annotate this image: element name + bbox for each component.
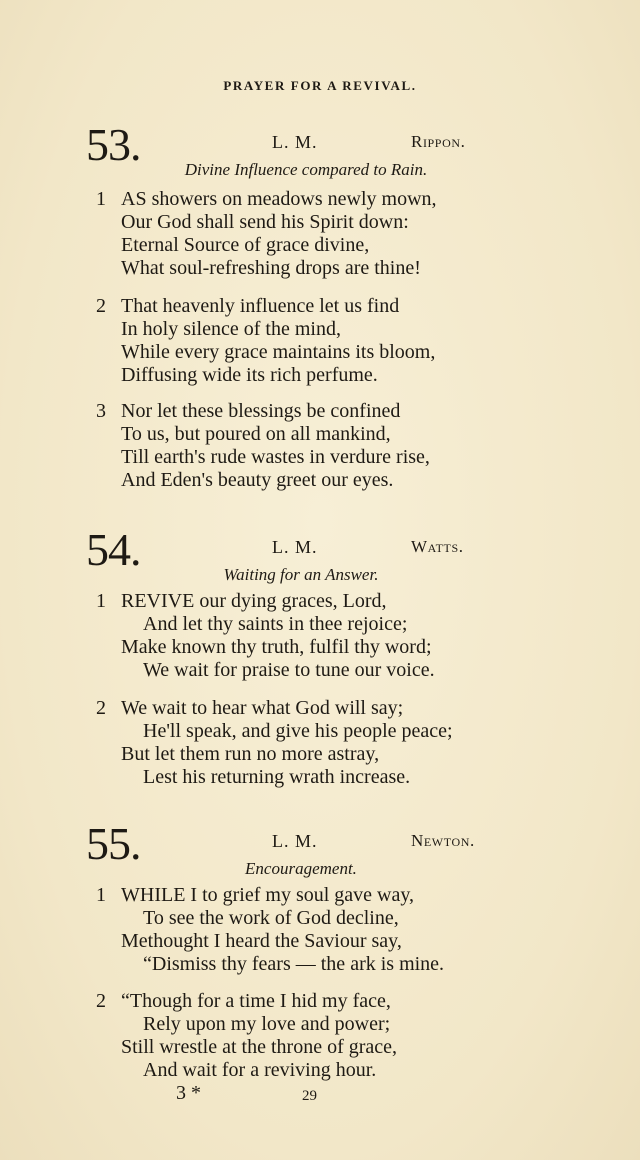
verse-line: To us, but poured on all mankind, <box>121 423 391 445</box>
verse-line: What soul-refreshing drops are thine! <box>121 257 421 279</box>
verse-line: To see the work of God decline, <box>143 907 399 929</box>
hymn-number: 54. <box>86 524 141 575</box>
verse-line: “Dismiss thy fears — the ark is mine. <box>143 953 445 975</box>
verse-line: We wait for praise to tune our voice. <box>143 659 435 681</box>
verse-line: And Eden's beauty greet our eyes. <box>121 469 394 491</box>
verse-line: And wait for a reviving hour. <box>143 1059 377 1081</box>
hymn-tune: Watts. <box>411 537 464 556</box>
verse-line: We wait to hear what God will say; <box>121 697 404 719</box>
hymn-number: 55. <box>86 818 141 869</box>
stanza-number: 2 <box>96 697 106 719</box>
hymn-subtitle: Divine Influence compared to Rain. <box>184 160 428 179</box>
hymn-meter: L. M. <box>272 132 318 152</box>
hymn-subtitle: Encouragement. <box>245 859 357 878</box>
hymn-tune: Rippon. <box>411 132 466 151</box>
verse-line: Still wrestle at the throne of grace, <box>121 1036 398 1058</box>
stanza-number: 1 <box>96 884 106 906</box>
hymn-meter: L. M. <box>272 537 318 557</box>
running-head: PRAYER FOR A REVIVAL. <box>223 78 417 93</box>
verse-line: REVIVE our dying graces, Lord, <box>121 590 387 612</box>
page-number: 29 <box>302 1088 317 1104</box>
hymn-number: 53. <box>86 119 141 170</box>
verse-line: That heavenly influence let us find <box>121 295 400 317</box>
hymn-subtitle: Waiting for an Answer. <box>223 565 379 584</box>
verse-line: Diffusing wide its rich perfume. <box>121 364 378 386</box>
stanza-number: 1 <box>96 590 106 612</box>
verse-line: While every grace maintains its bloom, <box>121 341 436 363</box>
hymn-meter: L. M. <box>272 831 318 851</box>
verse-line: In holy silence of the mind, <box>121 318 341 340</box>
verse-line: Eternal Source of grace divine, <box>121 234 370 256</box>
verse-line: Our God shall send his Spirit down: <box>121 211 409 233</box>
verse-line: AS showers on meadows newly mown, <box>121 188 437 210</box>
verse-line: And let thy saints in thee rejoice; <box>143 613 408 635</box>
verse-line: “Though for a time I hid my face, <box>121 990 391 1012</box>
verse-line: Rely upon my love and power; <box>143 1013 391 1035</box>
verse-line: He'll speak, and give his people peace; <box>143 720 453 742</box>
signature-mark: 3 * <box>176 1082 201 1104</box>
verse-line: WHILE I to grief my soul gave way, <box>121 884 415 906</box>
verse-line: Lest his returning wrath increase. <box>143 766 411 788</box>
stanza-number: 1 <box>96 188 106 210</box>
hymn-tune: Newton. <box>411 831 475 850</box>
verse-line: But let them run no more astray, <box>121 743 380 765</box>
verse-line: Make known thy truth, fulfil thy word; <box>121 636 432 658</box>
stanza-number: 2 <box>96 990 106 1012</box>
stanza-number: 3 <box>96 400 106 422</box>
verse-line: Till earth's rude wastes in verdure rise, <box>121 446 430 468</box>
stanza-number: 2 <box>96 295 106 317</box>
verse-line: Methought I heard the Saviour say, <box>121 930 402 952</box>
verse-line: Nor let these blessings be confined <box>121 400 401 422</box>
